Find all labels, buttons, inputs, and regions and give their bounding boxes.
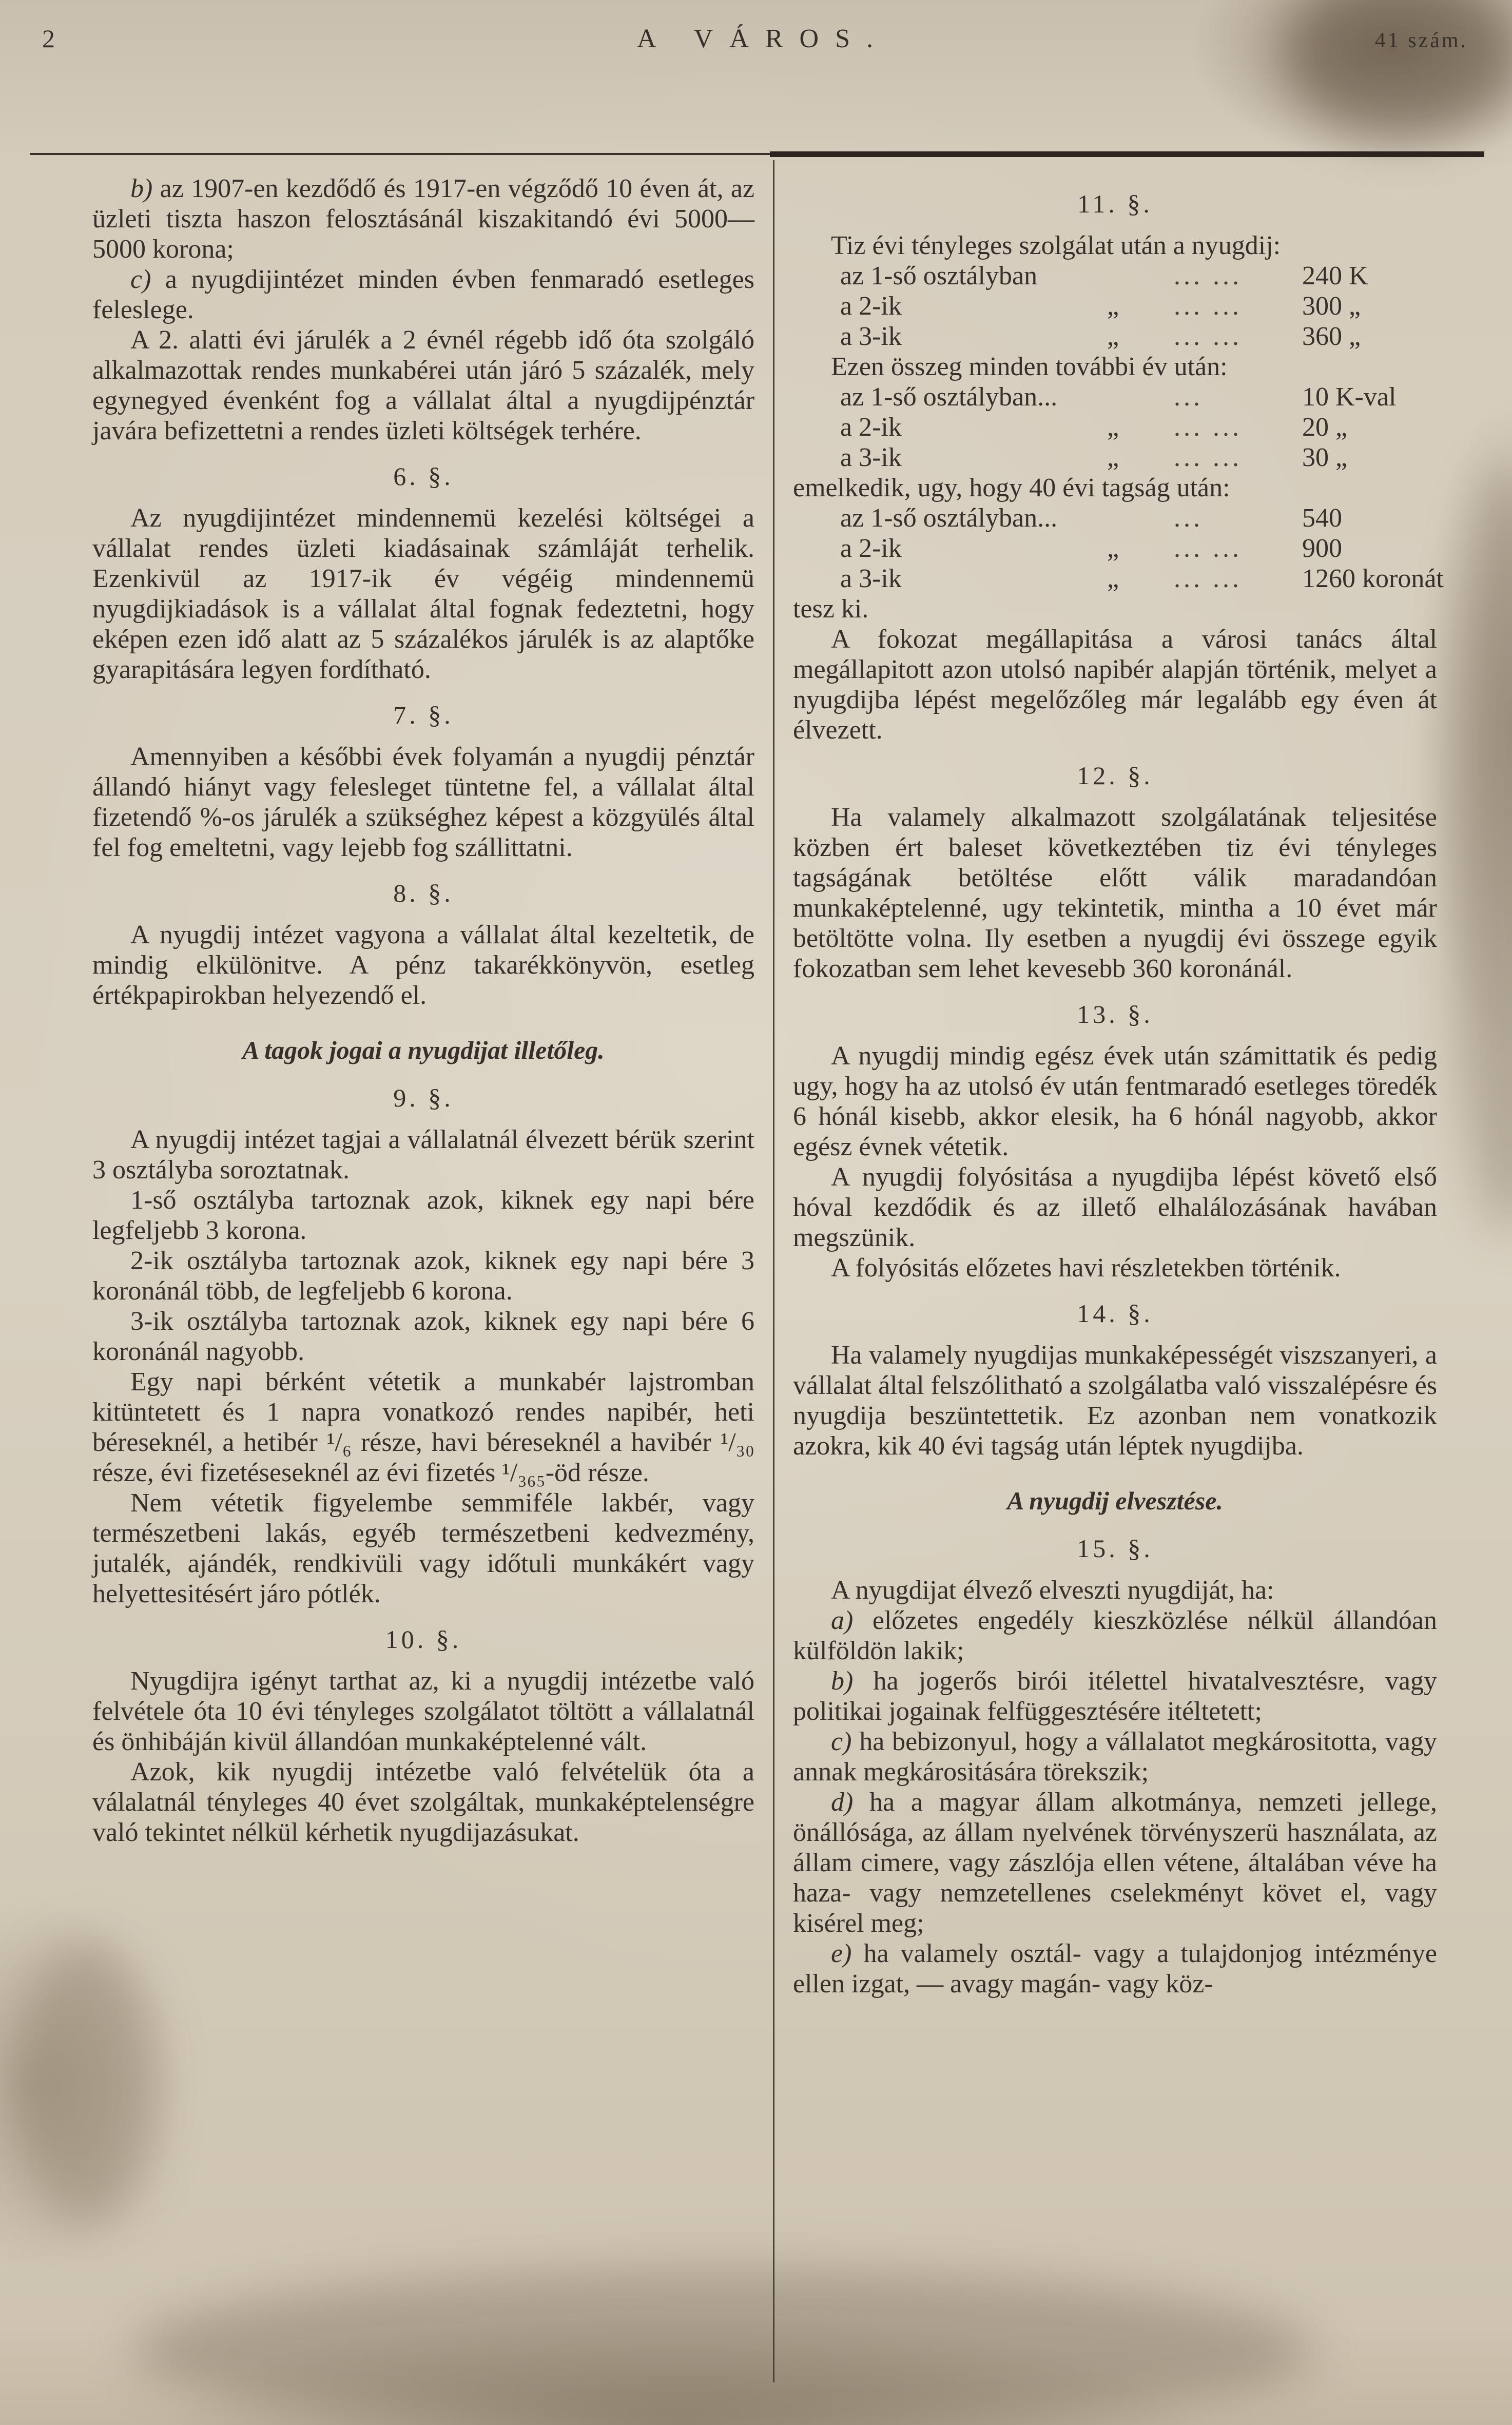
tariff-row bbox=[793, 261, 1437, 291]
tariff-label: a 2-ik bbox=[840, 534, 902, 563]
tariff-dots: ... bbox=[1174, 382, 1203, 412]
paragraph: 2-ik osztályba tartoznak azok, kiknek egy napi bére 3 koronánál több, de legfeljebb 6 korona. bbox=[92, 1246, 754, 1306]
paragraph: A nyugdij intézet tagjai a vállalatnál élvezett bérük szerint 3 osztályba soroztatnak. bbox=[92, 1125, 754, 1185]
section-heading: 7. §. bbox=[393, 701, 454, 729]
header-rule-bold bbox=[770, 151, 1484, 157]
paragraph: emelkedik, ugy, hogy 40 évi tagság után: bbox=[793, 473, 1230, 502]
paper-stain bbox=[1452, 462, 1512, 1232]
paragraph-lead: b) bbox=[831, 1666, 874, 1696]
paragraph: Azok, kik nyugdij intézetbe való felvételük óta a válalatnál tényleges 40 évet szolgáltak, munkaképtelenségre való tekintet nélkül kérhetik nyugdijazásukat. bbox=[92, 1757, 754, 1847]
paragraph-lead: c) bbox=[831, 1727, 860, 1756]
section-heading: 9. §. bbox=[393, 1083, 454, 1112]
paragraph: A folyósitás előzetes havi részletekben történik. bbox=[831, 1253, 1341, 1283]
tariff-value: 30 „ bbox=[1302, 443, 1348, 472]
paragraph: 1-ső osztályba tartoznak azok, kiknek egy napi bére legfeljebb 3 korona. bbox=[92, 1186, 754, 1245]
tariff-ditto: „ bbox=[1107, 322, 1119, 351]
paragraph: a) előzetes engedély kieszközlése nélkül állandóan külföldön lakik; bbox=[793, 1606, 1437, 1665]
tariff-ditto: „ bbox=[1107, 443, 1119, 472]
tariff-ditto bbox=[1107, 503, 1174, 533]
tariff-row bbox=[793, 412, 1437, 442]
section-heading: 8. §. bbox=[393, 879, 454, 907]
paragraph: Egy napi bérként vétetik a munkabér lajstromban kitüntetett és 1 napra vonatkozó rendes napibér, heti béreseknél, a hetibér ¹/₆ része, havi béreseknél a havibér ¹/₃₀ része, évi fizetéseseknél az évi fizetés ¹/₃₆₅-öd része. bbox=[92, 1367, 754, 1487]
tariff-value: 360 „ bbox=[1302, 322, 1361, 351]
section-heading: 6. §. bbox=[393, 462, 454, 491]
paragraph: A fokozat megállapitása a városi tanács által megállapitott azon utolsó napibér alapján történik, melyet a nyugdijba lépést megelőzőleg már legalább egy éven át élvezett. bbox=[793, 625, 1437, 745]
tariff-value: 240 K bbox=[1302, 261, 1368, 290]
paragraph-lead: d) bbox=[831, 1788, 870, 1817]
paragraph: b) ha jogerős birói itélettel hivatalvesztésre, vagy politikai jogainak felfüggesztésére itéltetett; bbox=[793, 1666, 1437, 1726]
tariff-label: a 2-ik bbox=[840, 413, 902, 442]
tariff-label: az 1-ső osztályban bbox=[840, 261, 1038, 290]
paragraph: Ha valamely nyugdijas munkaképességét viszszanyeri, a vállalat által felszólitható a szolgálatba való visszalépésre és nyugdija beszüntettetik. Ez azonban nem vonatkozik azokra, kik 40 évi tagság után léptek nyugdijba. bbox=[793, 1341, 1437, 1461]
section-heading: 13. §. bbox=[1077, 1000, 1153, 1029]
tariff-dots: ... ... bbox=[1174, 564, 1242, 593]
paragraph: A 2. alatti évi járulék a 2 évnél régebb idő óta szolgáló alkalmazottak rendes munkabérei után járó 5 százalék, mely egynegyed évenként fog a vállalat által a nyugdijpénztár javára befizettetni a rendes üzleti költségek terhére. bbox=[92, 325, 754, 445]
section-heading: 10. §. bbox=[385, 1625, 462, 1654]
paragraph: d) ha a magyar állam alkotmánya, nemzeti jellege, önállósága, az állam nyelvének törvényszerü használata, az állam cimere, vagy zászlója ellen vétene, általában véve ha haza- vagy nemzetellenes cselekményt követ el, vagy kisérel meg; bbox=[793, 1788, 1437, 1938]
paragraph-lead: b) bbox=[130, 174, 160, 203]
tariff-value: 20 „ bbox=[1302, 413, 1348, 442]
tariff-ditto: „ bbox=[1107, 413, 1119, 442]
issue-number: 41 szám. bbox=[1374, 29, 1468, 52]
tariff-dots: ... ... bbox=[1174, 443, 1242, 472]
paragraph: Ha valamely alkalmazott szolgálatának teljesitése közben ért baleset következtében tiz évi tényleges tagságának betöltése előtt válik maradandóan munkaképtelenné, ugy tekintetik, mintha a 10 évet már betöltötte volna. Ily esetben a nyugdij évi összege egyik fokozatban sem lehet kevesebb 360 koronánál. bbox=[793, 803, 1437, 983]
tariff-row bbox=[793, 533, 1437, 564]
tariff-dots: ... bbox=[1174, 503, 1203, 533]
tariff-ditto bbox=[1107, 382, 1174, 412]
paragraph-lead: e) bbox=[831, 1939, 864, 1968]
tariff-row bbox=[793, 442, 1437, 473]
paragraph: e) ha valamely osztál- vagy a tulajdonjog intézménye ellen izgat, — avagy magán- vagy köz- bbox=[793, 1939, 1437, 1999]
page-body bbox=[92, 173, 1444, 1999]
tariff-dots: ... ... bbox=[1174, 413, 1242, 442]
tariff-row bbox=[793, 291, 1437, 321]
paper-stain bbox=[133, 2268, 1314, 2425]
paragraph: A nyugdijat élvező elveszti nyugdiját, ha: bbox=[831, 1576, 1274, 1605]
tariff-value: 10 K-val bbox=[1302, 382, 1397, 412]
tariff-ditto bbox=[1107, 261, 1174, 291]
masthead-title: A VÁROS. bbox=[637, 24, 890, 53]
paragraph: 3-ik osztályba tartoznak azok, kiknek egy napi bére 6 koronánál nagyobb. bbox=[92, 1307, 754, 1366]
paper-stain bbox=[1283, 0, 1512, 139]
subsection-heading: A nyugdij elvesztése. bbox=[1007, 1486, 1223, 1515]
tariff-row bbox=[793, 564, 1444, 594]
paragraph: tesz ki. bbox=[793, 594, 869, 624]
tariff-ditto: „ bbox=[1107, 292, 1119, 321]
tariff-row bbox=[793, 321, 1437, 352]
paragraph: Tiz évi tényleges szolgálat után a nyugdij: bbox=[831, 231, 1281, 260]
tariff-ditto: „ bbox=[1107, 564, 1119, 593]
tariff-label: a 3-ik bbox=[840, 564, 902, 593]
paragraph: Amennyiben a későbbi évek folyamán a nyugdij pénztár állandó hiányt vagy felesleget tüntetne fel, a vállalat által fizetendő %-os járulék a szükséghez képest a közgyülés által fel fog emeltetni, vagy lejebb fog szállittatni. bbox=[92, 742, 754, 862]
tariff-label: az 1-ső osztályban... bbox=[840, 503, 1058, 533]
tariff-label: a 2-ik bbox=[840, 292, 902, 321]
tariff-dots: ... ... bbox=[1174, 322, 1242, 351]
page-header bbox=[42, 24, 1468, 54]
paragraph: A nyugdij mindig egész évek után számittatik és pedig ugy, hogy ha az utolsó év után fentmaradó esetleges töredék 6 hónál kisebb, akkor elesik, ha 6 hónál nagyobb, akkor egész évnek vétetik. bbox=[793, 1041, 1437, 1161]
section-heading: 15. §. bbox=[1077, 1534, 1153, 1563]
right-column bbox=[793, 173, 1444, 1999]
tariff-label: a 3-ik bbox=[840, 443, 902, 472]
tariff-label: a 3-ik bbox=[840, 322, 902, 351]
subsection-heading: A tagok jogai a nyugdijat illetőleg. bbox=[242, 1036, 605, 1064]
paragraph: b) az 1907-en kezdődő és 1917-en végződő 10 éven át, az üzleti tiszta haszon felosztásánál kiszakitandó évi 5000—5000 korona; bbox=[92, 174, 754, 264]
tariff-dots: ... ... bbox=[1174, 292, 1242, 321]
section-heading: 11. §. bbox=[1077, 189, 1153, 218]
tariff-row bbox=[793, 503, 1437, 533]
tariff-value: 900 bbox=[1302, 534, 1342, 563]
page-number: 2 bbox=[42, 24, 55, 53]
paragraph: A nyugdij intézet vagyona a vállalat által kezeltetik, de mindig elkülönitve. A pénz takarékkönyvön, esetleg értékpapirokban helyezendő el. bbox=[92, 920, 754, 1010]
tariff-ditto: „ bbox=[1107, 534, 1119, 563]
tariff-value: 1260 koronát bbox=[1302, 564, 1444, 593]
paragraph-lead: a) bbox=[831, 1606, 873, 1635]
tariff-dots: ... ... bbox=[1174, 261, 1242, 290]
paragraph: Az nyugdijintézet mindennemü kezelési költségei a vállalat rendes üzleti kiadásainak számláját terhelik. Ezenkivül az 1917-ik év végéig mindennemü nyugdijkiadások is a vállalat által fognak fedeztetni, hogy eképen ezen idő alatt az 5 százalékos járulék is az alaptőke gyarapitására legyen fordítható. bbox=[92, 503, 754, 684]
paragraph: A nyugdij folyósitása a nyugdijba lépést követő első hóval kezdődik és az illető elhalálozásának havában megszünik. bbox=[793, 1162, 1437, 1252]
left-column bbox=[92, 173, 754, 1999]
tariff-value: 300 „ bbox=[1302, 292, 1361, 321]
tariff-label: az 1-ső osztályban... bbox=[840, 382, 1058, 412]
paragraph: Nem vétetik figyelembe semmiféle lakbér, vagy természetbeni lakás, egyéb természetbeni kedvezmény, jutalék, ajándék, rendkivüli vagy időtuli munkákért vagy helyettesitésért járo pótlék. bbox=[92, 1488, 754, 1608]
paragraph: c) a nyugdijintézet minden évben fenmaradó esetleges feleslege. bbox=[92, 265, 754, 324]
paragraph: Ezen összeg minden további év után: bbox=[831, 352, 1228, 381]
section-heading: 14. §. bbox=[1077, 1299, 1153, 1328]
section-heading: 12. §. bbox=[1077, 761, 1153, 790]
paragraph-lead: c) bbox=[130, 265, 165, 294]
paragraph: Nyugdijra igényt tarthat az, ki a nyugdij intézetbe való felvétele óta 10 évi tényleges szolgálatot töltött a vállalatnál és önhibáján kivül állandóan munkaképtelenné vált. bbox=[92, 1666, 754, 1756]
tariff-value: 540 bbox=[1302, 503, 1342, 533]
tariff-dots: ... ... bbox=[1174, 534, 1242, 563]
tariff-row bbox=[793, 382, 1437, 412]
paragraph: c) ha bebizonyul, hogy a vállalatot megkárositotta, vagy annak megkárositására törekszik; bbox=[793, 1727, 1437, 1787]
